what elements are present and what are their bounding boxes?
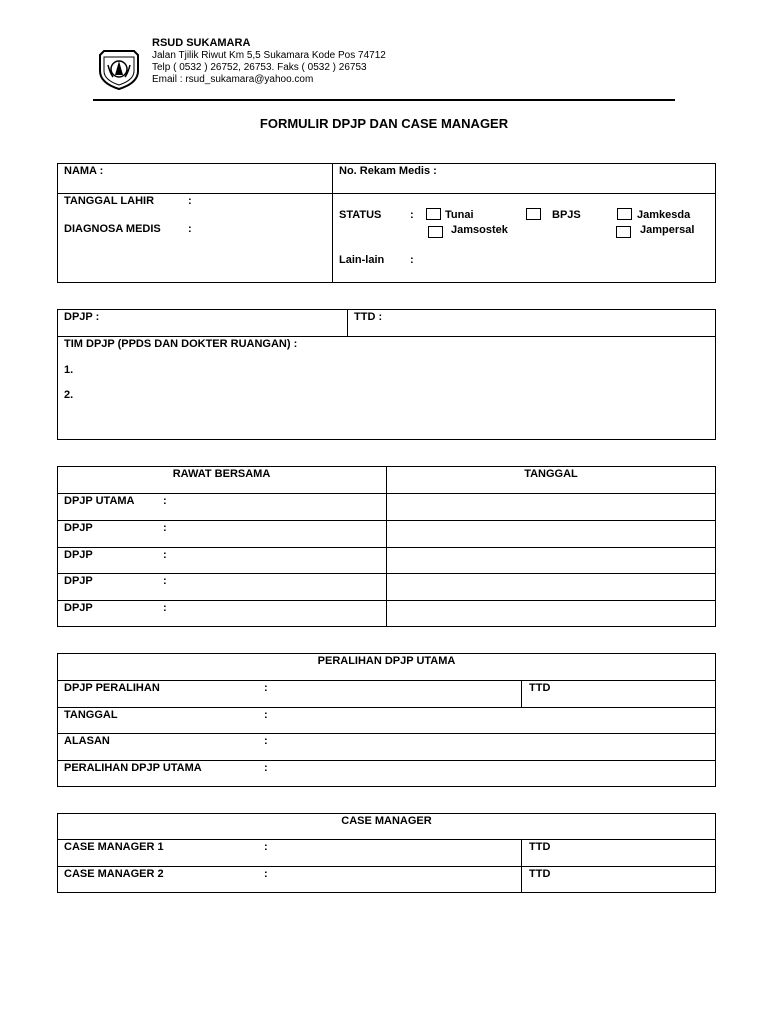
row-colon: :	[163, 495, 167, 507]
table-row: CASE MANAGER 1	[64, 841, 164, 853]
peralihan-row-line	[57, 733, 716, 734]
table-row: ALASAN	[64, 735, 110, 747]
bpjs-checkbox[interactable]	[526, 208, 541, 220]
tim-dpjp-label: TIM DPJP (PPDS DAN DOKTER RUANGAN) :	[64, 338, 298, 350]
row-colon: :	[264, 841, 268, 853]
table-row: DPJP PERALIHAN	[64, 682, 160, 694]
jamsostek-label: Jamsostek	[451, 224, 508, 236]
tanggal-lahir-colon: :	[188, 195, 192, 207]
rawat-row-line	[57, 547, 716, 548]
case-manager-header: CASE MANAGER	[341, 815, 432, 827]
row-colon: :	[264, 735, 268, 747]
status-colon: :	[410, 209, 414, 221]
peralihan-ttd-divider	[521, 680, 522, 707]
org-name: RSUD SUKAMARA	[152, 37, 251, 49]
table-row: CASE MANAGER 2	[64, 868, 164, 880]
jamkesda-label: Jamkesda	[637, 209, 691, 221]
nama-label: NAMA :	[64, 165, 104, 177]
jamsostek-checkbox[interactable]	[428, 226, 443, 238]
jampersal-checkbox[interactable]	[616, 226, 631, 238]
cm-ttd-divider	[521, 839, 522, 893]
dpjp-box	[57, 309, 716, 440]
letterhead-divider	[93, 99, 675, 101]
peralihan-ttd-label: TTD	[529, 682, 551, 694]
cm1-ttd-label: TTD	[529, 841, 551, 853]
cm2-ttd-label: TTD	[529, 868, 551, 880]
row-colon: :	[264, 762, 268, 774]
dpjp-divider-h	[57, 336, 716, 337]
dpjp-ttd-label: TTD :	[354, 311, 383, 323]
row-colon: :	[163, 522, 167, 534]
row-colon: :	[163, 549, 167, 561]
jampersal-label: Jampersal	[640, 224, 695, 236]
lain-lain-colon: :	[410, 254, 414, 266]
tanggal-header: TANGGAL	[524, 468, 578, 480]
rawat-bersama-header: RAWAT BERSAMA	[172, 468, 271, 480]
tunai-checkbox[interactable]	[426, 208, 441, 220]
status-label: STATUS	[339, 209, 382, 221]
row-colon: :	[264, 709, 268, 721]
patient-divider-v	[332, 163, 333, 283]
rawat-row-line	[57, 493, 716, 494]
peralihan-row-line	[57, 760, 716, 761]
row-colon: :	[163, 575, 167, 587]
rekam-medis-label: No. Rekam Medis :	[339, 165, 437, 177]
row-colon: :	[264, 682, 268, 694]
table-row: TANGGAL	[64, 709, 118, 721]
dpjp-divider-v	[347, 309, 348, 336]
table-row: DPJP	[64, 549, 93, 561]
regency-emblem-icon	[96, 45, 142, 91]
table-row: DPJP	[64, 602, 93, 614]
peralihan-row-line	[57, 680, 716, 681]
org-email: Email : rsud_sukamara@yahoo.com	[152, 74, 314, 85]
cm-row-line	[57, 839, 716, 840]
rawat-row-line	[57, 520, 716, 521]
cm-row-line	[57, 866, 716, 867]
tim-item-2: 2.	[64, 389, 74, 401]
peralihan-row-line	[57, 707, 716, 708]
dpjp-label: DPJP :	[64, 311, 100, 323]
table-row: DPJP	[64, 575, 93, 587]
diagnosa-colon: :	[188, 223, 192, 235]
table-row: DPJP	[64, 522, 93, 534]
jamkesda-checkbox[interactable]	[617, 208, 632, 220]
peralihan-header: PERALIHAN DPJP UTAMA	[317, 655, 456, 667]
tanggal-lahir-label: TANGGAL LAHIR	[64, 195, 155, 207]
rawat-row-line	[57, 573, 716, 574]
form-title: FORMULIR DPJP DAN CASE MANAGER	[259, 116, 509, 131]
bpjs-label: BPJS	[552, 209, 581, 221]
tim-item-1: 1.	[64, 364, 74, 376]
tunai-label: Tunai	[445, 209, 474, 221]
org-phone: Telp ( 0532 ) 26752, 26753. Faks ( 0532 ) 26753	[152, 62, 367, 73]
diagnosa-label: DIAGNOSA MEDIS	[64, 223, 161, 235]
lain-lain-label: Lain-lain	[339, 254, 385, 266]
table-row: PERALIHAN DPJP UTAMA	[64, 762, 202, 774]
row-colon: :	[264, 868, 268, 880]
rawat-row-line	[57, 600, 716, 601]
patient-divider-h	[57, 193, 716, 194]
org-address: Jalan Tjilik Riwut Km 5,5 Sukamara Kode Pos 74712	[152, 50, 386, 61]
row-colon: :	[163, 602, 167, 614]
table-row: DPJP UTAMA	[64, 495, 135, 507]
